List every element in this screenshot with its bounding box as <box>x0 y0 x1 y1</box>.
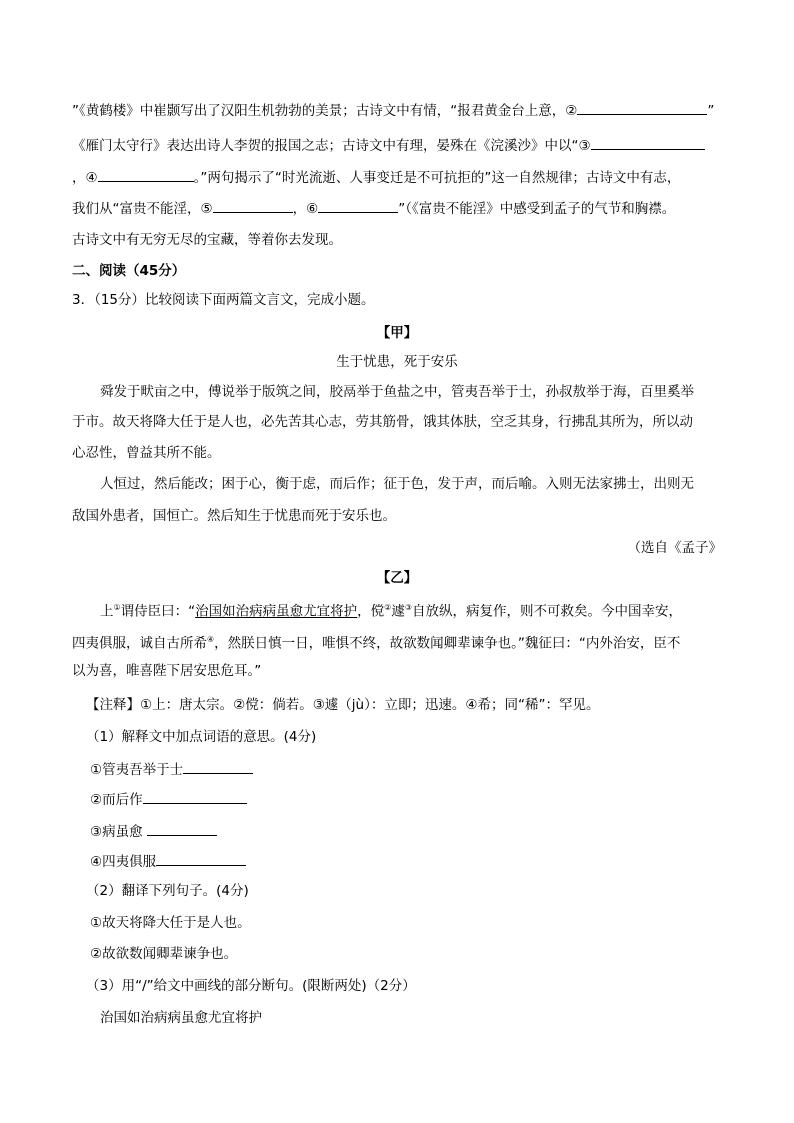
answer-blank-4[interactable] <box>98 167 194 182</box>
text: ” <box>707 103 715 119</box>
text: ①管夷吾举于士 <box>90 762 184 778</box>
text: ②而后作 <box>90 792 143 808</box>
text: ，⑥ <box>292 201 319 217</box>
text: ”《黄鹤楼》中崔颢写出了汉阳生机勃勃的美景；古诗文中有情，“报君黄金台上意，② <box>72 103 578 119</box>
subquestion-2: （2）翻译下列句子。(4分) <box>86 883 249 899</box>
text-line: 古诗文中有无穷无尽的宝藏，等着你去发现。 <box>72 232 342 248</box>
answer-blank[interactable] <box>147 821 217 836</box>
answer-blank[interactable] <box>156 851 246 866</box>
text: ③病虽愈 <box>90 824 143 840</box>
underlined-sentence: 治国如治病病虽愈尤宜将护 <box>195 603 358 620</box>
subquestion-3: （3）用“/”给文中画线的部分断句。(限断两处)（2分） <box>86 978 416 994</box>
text-line <box>72 135 705 156</box>
section-title: 二、阅读（45分） <box>72 263 186 279</box>
text: ，然朕日慎一日，唯惧不终，故欲数闻卿辈谏争也。”魏征曰：“内外治安，臣不 <box>214 635 681 652</box>
passage-line: 以为喜，唯喜陛下居安思危耳。” <box>72 663 262 679</box>
text: ”（《富贵不能淫》中感受到孟子的气节和胸襟。 <box>398 201 676 217</box>
answer-blank-3[interactable] <box>591 135 705 150</box>
subquestion-item <box>90 759 253 780</box>
text: 。”两句揭示了“时光流逝、人事变迁是不可抗拒的”这一自然规律；古诗文中有志， <box>193 170 681 186</box>
question-intro: 3．（15分）比较阅读下面两篇文言文，完成小题。 <box>72 292 375 308</box>
passage-line <box>100 598 682 622</box>
passage-yi-label: 【乙】 <box>376 570 418 586</box>
answer-blank-6[interactable] <box>318 198 398 213</box>
footnote-marker: ③ <box>404 603 413 612</box>
footnote-marker: ① <box>113 603 121 612</box>
subquestion-item <box>90 851 246 872</box>
text: ，④ <box>72 170 98 186</box>
text: 遽 <box>391 603 405 620</box>
subquestion-item: ①故天将降大任于是人也。 <box>90 915 251 931</box>
passage-line: 敌国外患者，国恒亡。然后知生于忧患而死于安乐也。 <box>72 508 396 524</box>
text: 上 <box>100 603 114 620</box>
subquestion-item: ②故欲数闻卿辈谏争也。 <box>90 946 238 962</box>
subquestion-1: （1）解释文中加点词语的意思。(4分) <box>86 729 317 745</box>
passage-line: 舜发于畎亩之中，傅说举于版筑之间，胶鬲举于鱼盐之中，管夷吾举于士，孙叔敖举于海，百里奚举 <box>100 384 694 400</box>
answer-blank[interactable] <box>143 789 247 804</box>
notes: 【注释】①上：唐太宗。②傥：倘若。③遽（jù）：立即；迅速。④希；同“稀”：罕见。 <box>86 697 600 713</box>
text: ④四夷俱服 <box>90 854 157 870</box>
text-line <box>72 198 675 219</box>
footnote-marker: ④ <box>207 635 215 644</box>
subquestion-item <box>90 821 217 842</box>
text-line <box>72 100 714 121</box>
answer-blank[interactable] <box>183 759 253 774</box>
passage-line: 人恒过，然后能改；困于心，衡于虑，而后作；征于色，发于声，而后喻。入则无法家拂士，出则无 <box>100 476 694 492</box>
text: 我们从“富贵不能淫，⑤ <box>72 201 213 217</box>
text: 谓侍臣曰：“ <box>120 603 196 620</box>
subquestion-item <box>90 789 247 810</box>
passage-source: （选自《孟子》 <box>627 540 722 556</box>
passage-line: 心忍性，曾益其所不能。 <box>72 445 221 461</box>
text: 自放纵，病复作，则不可救矣。今中国幸安， <box>412 603 683 620</box>
answer-blank-5[interactable] <box>213 198 293 213</box>
footnote-marker: ② <box>384 603 392 612</box>
answer-blank-2[interactable] <box>577 100 707 115</box>
text: ，傥 <box>357 603 385 620</box>
text-line <box>72 167 680 188</box>
passage-jia-title: 生于忧患，死于安乐 <box>336 354 458 370</box>
passage-jia-label: 【甲】 <box>376 325 418 341</box>
passage-line: 于市。故天将降大任于是人也，必先苦其心志，劳其筋骨，饿其体肤，空乏其身，行拂乱其所为，所以动 <box>72 414 693 430</box>
passage-line <box>72 630 680 654</box>
subquestion-text: 治国如治病病虽愈尤宜将护 <box>100 1010 262 1026</box>
text: 《雁门太守行》表达出诗人李贺的报国之志；古诗文中有理，晏殊在《浣溪沙》中以“③ <box>72 138 591 154</box>
text: 四夷俱服，诚自古所希 <box>72 635 207 652</box>
